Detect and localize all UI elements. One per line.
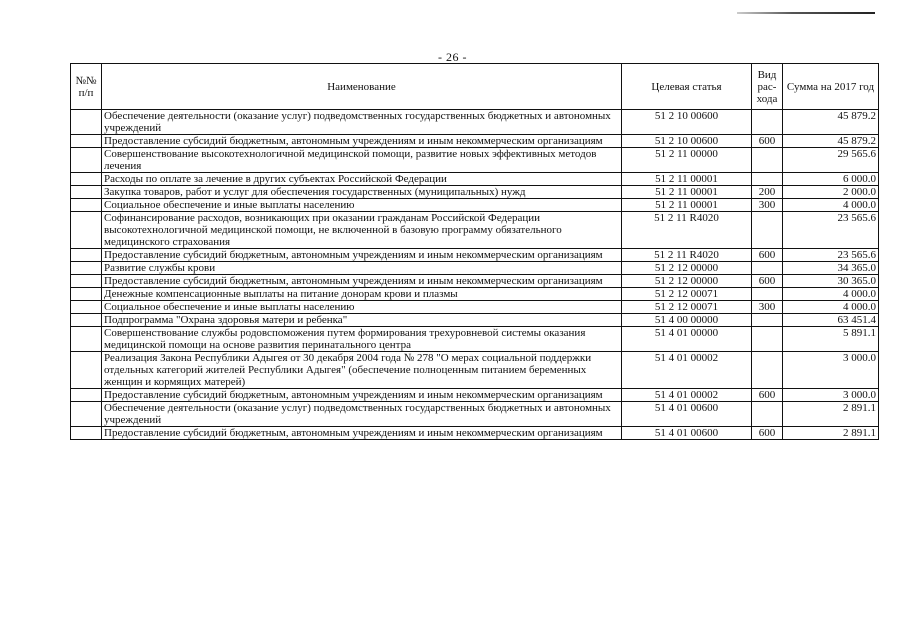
table-row — [71, 262, 879, 275]
cell-sum: 2 000.0 — [783, 186, 879, 199]
cell-code: 51 2 12 00071 — [622, 288, 752, 301]
table-row — [71, 288, 879, 301]
cell-sum: 45 879.2 — [783, 110, 879, 135]
cell-type: 600 — [752, 389, 783, 402]
table-row — [71, 352, 879, 389]
header-sum: Сумма на 2017 год — [783, 64, 879, 110]
cell-sum: 2 891.1 — [783, 402, 879, 427]
cell-sum: 23 565.6 — [783, 249, 879, 262]
table-header-row — [71, 64, 879, 110]
table-row — [71, 199, 879, 212]
cell-code: 51 2 11 R4020 — [622, 212, 752, 249]
cell-name: Предоставление субсидий бюджетным, автономным учреждениям и иным некоммерческим организациям — [102, 249, 622, 262]
cell-type — [752, 110, 783, 135]
cell-num — [71, 427, 102, 440]
cell-type: 600 — [752, 275, 783, 288]
cell-type — [752, 212, 783, 249]
cell-num — [71, 314, 102, 327]
cell-num — [71, 262, 102, 275]
cell-type: 600 — [752, 427, 783, 440]
cell-code: 51 4 00 00000 — [622, 314, 752, 327]
cell-num — [71, 352, 102, 389]
cell-code: 51 4 01 00600 — [622, 427, 752, 440]
cell-type — [752, 352, 783, 389]
header-name: Наименование — [102, 64, 622, 110]
table-row — [71, 327, 879, 352]
header-num: №№ п/п — [71, 64, 102, 110]
cell-code: 51 2 12 00071 — [622, 301, 752, 314]
cell-sum: 2 891.1 — [783, 427, 879, 440]
header-code: Целевая статья — [622, 64, 752, 110]
table-row — [71, 148, 879, 173]
cell-sum: 30 365.0 — [783, 275, 879, 288]
cell-num — [71, 212, 102, 249]
cell-type: 600 — [752, 249, 783, 262]
cell-type — [752, 402, 783, 427]
table-row — [71, 110, 879, 135]
cell-sum: 4 000.0 — [783, 301, 879, 314]
cell-num — [71, 135, 102, 148]
cell-num — [71, 288, 102, 301]
cell-num — [71, 199, 102, 212]
cell-num — [71, 110, 102, 135]
cell-code: 51 2 10 00600 — [622, 135, 752, 148]
table-row — [71, 314, 879, 327]
cell-num — [71, 173, 102, 186]
cell-num — [71, 186, 102, 199]
cell-code: 51 2 10 00600 — [622, 110, 752, 135]
cell-type — [752, 262, 783, 275]
cell-sum: 34 365.0 — [783, 262, 879, 275]
cell-code: 51 2 11 00001 — [622, 186, 752, 199]
cell-sum: 29 565.6 — [783, 148, 879, 173]
budget-table — [70, 63, 879, 440]
table-row — [71, 301, 879, 314]
scan-mark — [737, 12, 875, 14]
cell-name: Реализация Закона Республики Адыгея от 30 декабря 2004 года № 278 "О мерах социальной поддержки отдельных категорий жителей Республики Адыгея" (обеспечение полноценным питанием беременных женщин и кормящих матерей) — [102, 352, 622, 389]
cell-name: Предоставление субсидий бюджетным, автономным учреждениям и иным некоммерческим организациям — [102, 135, 622, 148]
table-row — [71, 212, 879, 249]
table-row — [71, 135, 879, 148]
cell-code: 51 2 11 R4020 — [622, 249, 752, 262]
cell-code: 51 2 11 00001 — [622, 199, 752, 212]
table-row — [71, 173, 879, 186]
cell-sum: 45 879.2 — [783, 135, 879, 148]
cell-sum: 63 451.4 — [783, 314, 879, 327]
page-number: - 26 - — [438, 50, 467, 64]
cell-name: Совершенствование службы родовспоможения путем формирования трехуровневой системы оказания медицинской помощи на основе развития перинатального центра — [102, 327, 622, 352]
cell-type — [752, 148, 783, 173]
cell-type: 300 — [752, 199, 783, 212]
cell-name: Предоставление субсидий бюджетным, автономным учреждениям и иным некоммерческим организациям — [102, 389, 622, 402]
cell-type — [752, 173, 783, 186]
table-row — [71, 402, 879, 427]
cell-num — [71, 301, 102, 314]
cell-num — [71, 249, 102, 262]
table-row — [71, 275, 879, 288]
cell-type — [752, 288, 783, 301]
cell-sum: 6 000.0 — [783, 173, 879, 186]
cell-name: Денежные компенсационные выплаты на питание донорам крови и плазмы — [102, 288, 622, 301]
cell-name: Обеспечение деятельности (оказание услуг) подведомственных государственных бюджетных и автономных учреждений — [102, 110, 622, 135]
cell-num — [71, 275, 102, 288]
cell-sum: 3 000.0 — [783, 352, 879, 389]
cell-name: Подпрограмма "Охрана здоровья матери и ребенка" — [102, 314, 622, 327]
cell-sum: 4 000.0 — [783, 288, 879, 301]
cell-name: Совершенствование высокотехнологичной медицинской помощи, развитие новых эффективных методов лечения — [102, 148, 622, 173]
cell-num — [71, 402, 102, 427]
cell-name: Софинансирование расходов, возникающих при оказании гражданам Российской Федерации высокотехнологичной медицинской помощи, не включенной в базовую программу обязательного медицинского страхования — [102, 212, 622, 249]
cell-name: Закупка товаров, работ и услуг для обеспечения государственных (муниципальных) нужд — [102, 186, 622, 199]
cell-type — [752, 314, 783, 327]
cell-code: 51 4 01 00002 — [622, 352, 752, 389]
table-body — [71, 110, 879, 440]
cell-name: Развитие службы крови — [102, 262, 622, 275]
cell-num — [71, 327, 102, 352]
cell-sum: 23 565.6 — [783, 212, 879, 249]
cell-name: Предоставление субсидий бюджетным, автономным учреждениям и иным некоммерческим организациям — [102, 275, 622, 288]
cell-sum: 3 000.0 — [783, 389, 879, 402]
cell-type: 200 — [752, 186, 783, 199]
cell-name: Предоставление субсидий бюджетным, автономным учреждениям и иным некоммерческим организациям — [102, 427, 622, 440]
table-row — [71, 249, 879, 262]
cell-name: Расходы по оплате за лечение в других субъектах Российской Федерации — [102, 173, 622, 186]
cell-code: 51 2 11 00000 — [622, 148, 752, 173]
cell-name: Обеспечение деятельности (оказание услуг) подведомственных государственных бюджетных и автономных учреждений — [102, 402, 622, 427]
cell-code: 51 4 01 00002 — [622, 389, 752, 402]
cell-code: 51 4 01 00600 — [622, 402, 752, 427]
cell-code: 51 4 01 00000 — [622, 327, 752, 352]
cell-sum: 4 000.0 — [783, 199, 879, 212]
cell-name: Социальное обеспечение и иные выплаты населению — [102, 301, 622, 314]
header-type: Вид рас-хода — [752, 64, 783, 110]
cell-type: 600 — [752, 135, 783, 148]
cell-code: 51 2 11 00001 — [622, 173, 752, 186]
cell-num — [71, 389, 102, 402]
cell-sum: 5 891.1 — [783, 327, 879, 352]
table-row — [71, 427, 879, 440]
cell-num — [71, 148, 102, 173]
table-row — [71, 186, 879, 199]
table-row — [71, 389, 879, 402]
cell-type — [752, 327, 783, 352]
cell-code: 51 2 12 00000 — [622, 275, 752, 288]
cell-name: Социальное обеспечение и иные выплаты населению — [102, 199, 622, 212]
cell-code: 51 2 12 00000 — [622, 262, 752, 275]
cell-type: 300 — [752, 301, 783, 314]
